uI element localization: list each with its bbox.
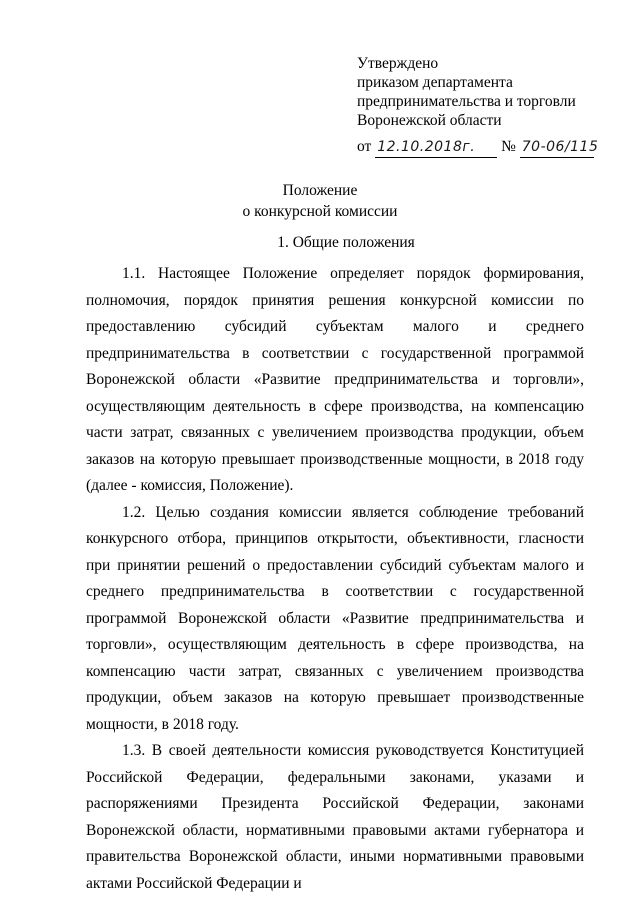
order-date-value: 12.10.2018г. [377, 139, 476, 155]
date-prefix: от [357, 138, 372, 155]
order-date-line [357, 137, 599, 158]
document-title: Положение [282, 182, 358, 199]
order-number-field [520, 137, 599, 158]
section-heading: 1. Общие положения [277, 234, 415, 251]
order-date-field [375, 137, 497, 158]
paragraph-1-2: 1.2. Целью создания комиссии является соблюдение требований конкурсного отбора, принципов открытости, объективности, гласности при принятии решений о предоставлении субсидий субъектам малого и среднего предпринимательства в соответствии с государственной программой Воронежской области «Развитие предпринимательства и торговли», осуществляющим деятельность в сфере производства, на компенсацию части затрат, связанных с увеличением производства продукции, объем заказов на которую превышает производственные мощности, в 2018 году. [86, 503, 584, 733]
number-label: № [501, 138, 516, 155]
approval-line-2: приказом департамента [357, 74, 513, 91]
approval-line-4: Воронежской области [357, 112, 502, 129]
order-number-value: 70-06/115 [521, 139, 599, 155]
approval-line-1: Утверждено [357, 55, 439, 72]
approval-line-3: предпринимательства и торговли [357, 93, 576, 110]
document-body [86, 261, 584, 897]
approval-block [357, 54, 576, 130]
document-subtitle: о конкурсной комиссии [242, 203, 398, 220]
paragraph-1-3: 1.3. В своей деятельности комиссия руководствуется Конституцией Российской Федерации, федеральными законами, указами и распоряжениями Президента Российской Федерации, законами Воронежской области, нормативными правовыми актами губернатора и правительства Воронежской области, иными нормативными правовыми актами Российской Федерации и [86, 742, 584, 892]
paragraph-1-1: 1.1. Настоящее Положение определяет порядок формирования, полномочия, порядок принятия решения конкурсной комиссии по предоставлению субсидий субъектам малого и среднего предпринимательства в соответствии с государственной программой Воронежской области «Развитие предпринимательства и торговли», осуществляющим деятельность в сфере производства, на компенсацию части затрат, связанных с увеличением производства продукции, объем заказов на которую превышает производственные мощности, в 2018 году (далее - комиссия, Положение). [86, 265, 584, 494]
